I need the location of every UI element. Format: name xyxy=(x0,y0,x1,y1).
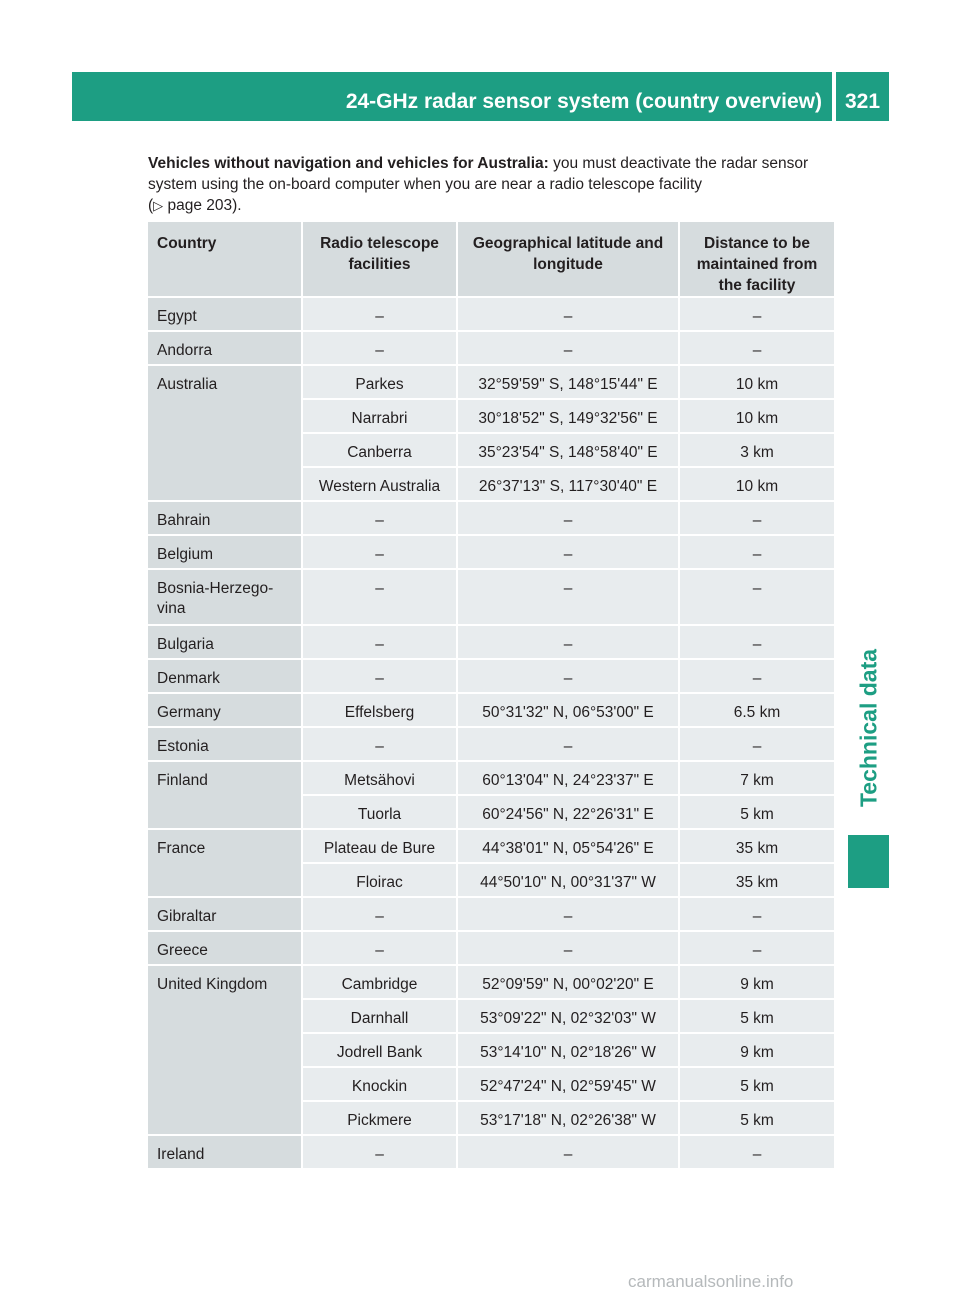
intro-ref-open: ( xyxy=(148,197,154,214)
intro-bold-lead: Vehicles without navigation and vehicles for Australia: xyxy=(148,155,549,172)
country-cell: Egypt xyxy=(148,298,303,332)
table-row xyxy=(148,366,834,400)
distance-cell: 10 km xyxy=(680,366,834,400)
facility-cell: Canberra xyxy=(303,434,458,468)
country-cell: Belgium xyxy=(148,536,303,570)
header-coords xyxy=(458,222,680,298)
facility-cell: Western Australia xyxy=(303,468,458,502)
header-title-box xyxy=(72,72,832,121)
distance-cell: 35 km xyxy=(680,830,834,864)
coords-cell: – xyxy=(458,728,680,762)
coords-cell: – xyxy=(458,898,680,932)
facility-cell: Narrabri xyxy=(303,400,458,434)
header-coords-text: Geographical latitude and longitude xyxy=(472,235,664,273)
coords-cell: 32°59'59" S, 148°15'44" E xyxy=(458,366,680,400)
coords-cell: – xyxy=(458,932,680,966)
coords-cell: 52°47'24" N, 02°59'45" W xyxy=(458,1068,680,1102)
coords-cell: 44°50'10" N, 00°31'37" W xyxy=(458,864,680,898)
coords-cell: – xyxy=(458,626,680,660)
distance-cell: – xyxy=(680,332,834,366)
coords-cell: 30°18'52" S, 149°32'56" E xyxy=(458,400,680,434)
facility-cell: Darnhall xyxy=(303,1000,458,1034)
coords-cell: – xyxy=(458,298,680,332)
distance-cell: 6.5 km xyxy=(680,694,834,728)
country-cell: Finland xyxy=(148,762,303,830)
page-header xyxy=(72,72,889,121)
distance-cell: – xyxy=(680,298,834,332)
watermark: carmanualsonline.info xyxy=(628,1272,794,1291)
distance-cell: – xyxy=(680,626,834,660)
radio-telescope-table xyxy=(148,222,834,1170)
table-row xyxy=(148,966,834,1000)
table-row xyxy=(148,694,834,728)
header-facility-text: Radio telescope facilities xyxy=(320,235,439,273)
table-row xyxy=(148,502,834,536)
coords-cell: – xyxy=(458,332,680,366)
chapter-tab-marker xyxy=(848,835,889,888)
distance-cell: – xyxy=(680,536,834,570)
table-row xyxy=(148,660,834,694)
chapter-tab-label: Technical data xyxy=(855,648,881,807)
facility-cell: Metsähovi xyxy=(303,762,458,796)
facility-cell: Pickmere xyxy=(303,1102,458,1136)
coords-cell: 60°24'56" N, 22°26'31" E xyxy=(458,796,680,830)
distance-cell: – xyxy=(680,502,834,536)
table-row xyxy=(148,1136,834,1170)
table-row xyxy=(148,830,834,864)
country-cell: Denmark xyxy=(148,660,303,694)
header-distance-text: Distance to be maintained from the facility xyxy=(696,235,818,294)
section-title: 24-GHz radar sensor system (country overview) xyxy=(345,90,822,113)
distance-cell: – xyxy=(680,728,834,762)
distance-cell: 5 km xyxy=(680,1068,834,1102)
coords-cell: – xyxy=(458,660,680,694)
distance-cell: 10 km xyxy=(680,400,834,434)
facility-cell: – xyxy=(303,298,458,332)
facility-cell: Parkes xyxy=(303,366,458,400)
page-ref-arrow-icon: ▷ xyxy=(153,198,164,213)
distance-cell: – xyxy=(680,932,834,966)
facility-cell: Tuorla xyxy=(303,796,458,830)
coords-cell: 53°14'10" N, 02°18'26" W xyxy=(458,1034,680,1068)
coords-cell: 44°38'01" N, 05°54'26" E xyxy=(458,830,680,864)
coords-cell: 53°09'22" N, 02°32'03" W xyxy=(458,1000,680,1034)
coords-cell: – xyxy=(458,570,680,626)
table-body xyxy=(148,298,834,1170)
country-cell: Australia xyxy=(148,366,303,502)
distance-cell: 5 km xyxy=(680,796,834,830)
facility-cell: Jodrell Bank xyxy=(303,1034,458,1068)
table-row xyxy=(148,762,834,796)
distance-cell: 3 km xyxy=(680,434,834,468)
table-header-row xyxy=(148,222,834,298)
country-cell: Estonia xyxy=(148,728,303,762)
distance-cell: – xyxy=(680,660,834,694)
header-facility xyxy=(303,222,458,298)
coords-cell: 35°23'54" S, 148°58'40" E xyxy=(458,434,680,468)
country-cell: Ireland xyxy=(148,1136,303,1170)
coords-cell: – xyxy=(458,536,680,570)
table-row xyxy=(148,536,834,570)
distance-cell: – xyxy=(680,898,834,932)
coords-cell: – xyxy=(458,502,680,536)
facility-cell: Cambridge xyxy=(303,966,458,1000)
facility-cell: Plateau de Bure xyxy=(303,830,458,864)
facility-cell: – xyxy=(303,570,458,626)
distance-cell: 5 km xyxy=(680,1102,834,1136)
table-row xyxy=(148,728,834,762)
facility-cell: – xyxy=(303,332,458,366)
country-cell: Bosnia-Herzego- vina xyxy=(148,570,303,626)
distance-cell: 7 km xyxy=(680,762,834,796)
facility-cell: – xyxy=(303,898,458,932)
country-cell: United Kingdom xyxy=(148,966,303,1136)
facility-cell: Floirac xyxy=(303,864,458,898)
country-cell: Gibraltar xyxy=(148,898,303,932)
page-number-box xyxy=(836,72,889,121)
facility-cell: – xyxy=(303,502,458,536)
chapter-tab xyxy=(848,630,889,825)
table-row xyxy=(148,898,834,932)
distance-cell: 5 km xyxy=(680,1000,834,1034)
table-row xyxy=(148,570,834,626)
facility-cell: Knockin xyxy=(303,1068,458,1102)
facility-cell: – xyxy=(303,626,458,660)
table-row xyxy=(148,626,834,660)
coords-cell: 50°31'32" N, 06°53'00" E xyxy=(458,694,680,728)
table-row xyxy=(148,298,834,332)
country-cell: Bulgaria xyxy=(148,626,303,660)
facility-cell: Effelsberg xyxy=(303,694,458,728)
facility-cell: – xyxy=(303,728,458,762)
country-cell: Bahrain xyxy=(148,502,303,536)
distance-cell: 35 km xyxy=(680,864,834,898)
country-cell: Andorra xyxy=(148,332,303,366)
coords-cell: – xyxy=(458,1136,680,1170)
facility-cell: – xyxy=(303,932,458,966)
intro-paragraph xyxy=(148,153,838,216)
coords-cell: 53°17'18" N, 02°26'38" W xyxy=(458,1102,680,1136)
country-cell: France xyxy=(148,830,303,898)
page-number: 321 xyxy=(844,90,881,113)
distance-cell: – xyxy=(680,1136,834,1170)
coords-cell: 26°37'13" S, 117°30'40" E xyxy=(458,468,680,502)
country-cell: Germany xyxy=(148,694,303,728)
facility-cell: – xyxy=(303,536,458,570)
header-country: Country xyxy=(148,222,303,298)
header-distance xyxy=(680,222,834,298)
facility-cell: – xyxy=(303,660,458,694)
country-cell: Greece xyxy=(148,932,303,966)
distance-cell: – xyxy=(680,570,834,626)
table-row xyxy=(148,332,834,366)
coords-cell: 52°09'59" N, 00°02'20" E xyxy=(458,966,680,1000)
table-row xyxy=(148,932,834,966)
distance-cell: 10 km xyxy=(680,468,834,502)
facility-cell: – xyxy=(303,1136,458,1170)
page-reference[interactable]: page 203). xyxy=(163,197,242,214)
intro-text: you must deactivate the radar sensor system using the on-board computer when you are near a radio telescope facility xyxy=(148,155,809,193)
distance-cell: 9 km xyxy=(680,1034,834,1068)
distance-cell: 9 km xyxy=(680,966,834,1000)
coords-cell: 60°13'04" N, 24°23'37" E xyxy=(458,762,680,796)
